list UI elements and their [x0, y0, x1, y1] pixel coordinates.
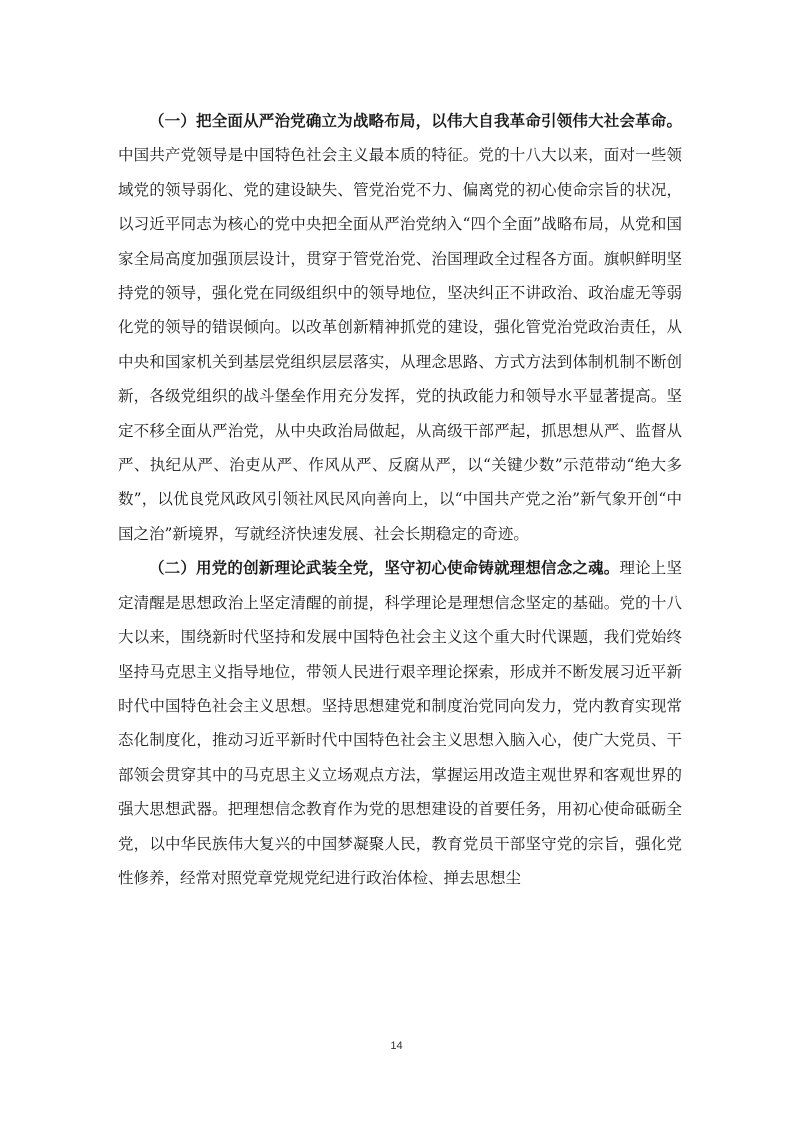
paragraph-1	[118, 104, 682, 551]
paragraph-1-body: 中国共产党领导是中国特色社会主义最本质的特征。党的十八大以来，面对一些领域党的领导弱化、党的建设缺失、管党治党不力、偏离党的初心使命宗旨的状况，以习近平同志为核心的党中央把全面从严治党纳入“四个全面”战略布局，从党和国家全局高度加强顶层设计，贯穿于管党治党、治国理政全过程各方面。旗帜鲜明坚持党的领导，强化党在同级组织中的领导地位，坚决纠正不讲政治、政治虚无等弱化党的领导的错误倾向。以改革创新精神抓党的建设，强化管党治党政治责任，从中央和国家机关到基层党组织层层落实，从理念思路、方式方法到体制机制不断创新，各级党组织的战斗堡垒作用充分发挥，党的执政能力和领导水平显著提高。坚定不移全面从严治党，从中央政治局做起，从高级干部严起，抓思想从严、监督从严、执纪从严、治吏从严、作风从严、反腐从严，以“关键少数”示范带动“绝大多数”，以优良党风政风引领社风民风向善向上，以“中国共产党之治”新气象开创“中国之治”新境界，写就经济快速发展、社会长期稳定的奇迹。	[118, 146, 682, 543]
body-text	[118, 104, 682, 895]
paragraph-2	[118, 551, 682, 895]
paragraph-2-heading: （二）用党的创新理论武装全党，坚守初心使命铸就理想信念之魂。	[149, 559, 620, 578]
paragraph-1-heading: （一）把全面从严治党确立为战略布局，以伟大自我革命引领伟大社会革命。	[149, 112, 682, 130]
paragraph-2-body: 理论上坚定清醒是思想政治上坚定清醒的前提，科学理论是理想信念坚定的基础。党的十八大以来，围绕新时代坚持和发展中国特色社会主义这个重大时代课题，我们党始终坚持马克思主义指导地位，带领人民进行艰辛理论探索，形成并不断发展习近平新时代中国特色社会主义思想。坚持思想建党和制度治党同向发力，党内教育实现常态化制度化，推动习近平新时代中国特色社会主义思想入脑入心，使广大党员、干部领会贯穿其中的马克思主义立场观点方法，掌握运用改造主观世界和客观世界的强大思想武器。把理想信念教育作为党的思想建设的首要任务，用初心使命砥砺全党，以中华民族伟大复兴的中国梦凝聚人民，教育党员干部坚守党的宗旨，强化党性修养，经常对照党章党规党纪进行政治体检、掸去思想尘	[118, 559, 682, 887]
page-number: 14	[390, 1040, 403, 1052]
